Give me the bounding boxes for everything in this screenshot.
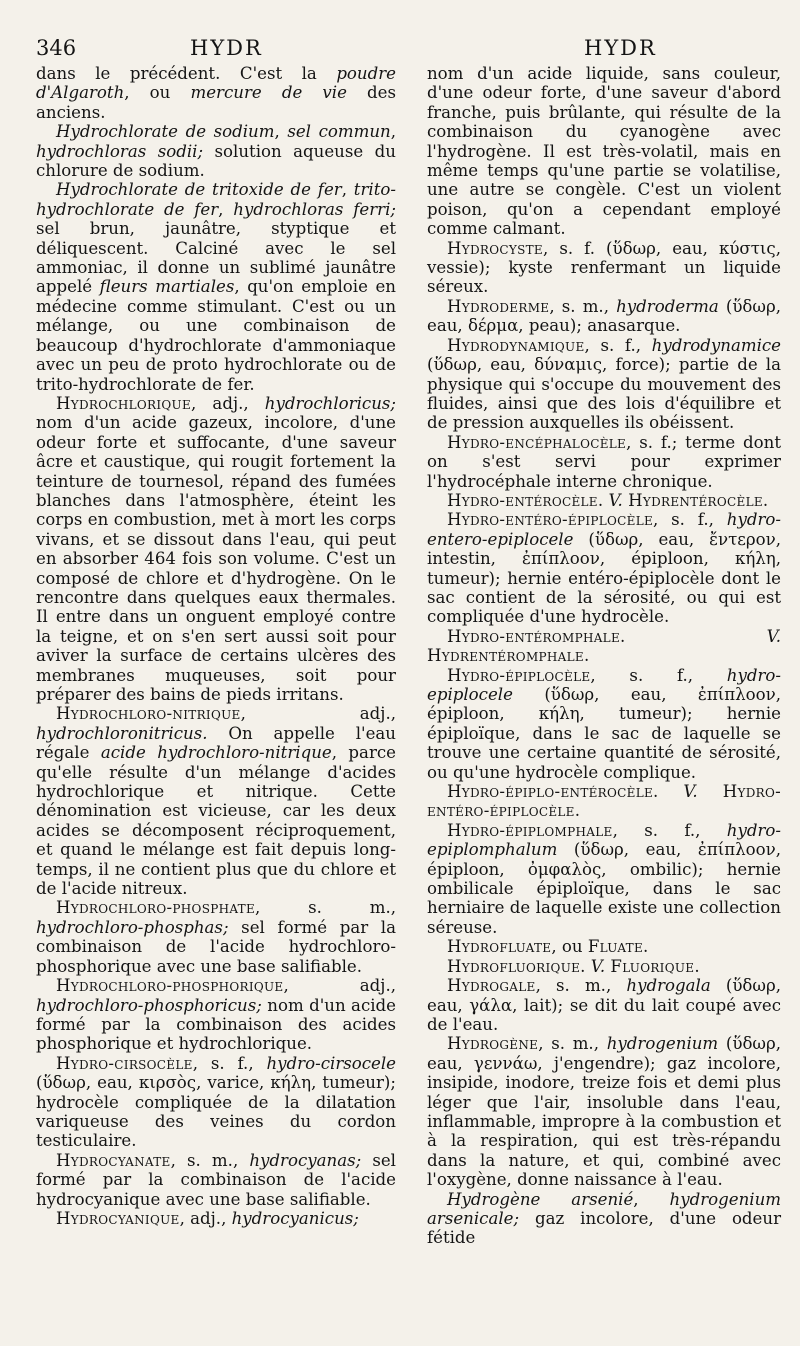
entry-text: (ὕδωρ, eau, γεννάω, j'engendre); gaz incolore, insipide, inodore, treize fois et demi plus léger que l'air, insoluble dans l'eau, inflammable, impropre à la combustion et à la respiration, qui est très-répandu dans la nature, et qui, combiné avec l'oxygène, donne naissance à l'eau. [427,1034,781,1190]
entry-text: , s. f., [584,335,652,355]
entry-text: (ὕδωρ, eau, δέρμα, peau); anasarque. [427,296,781,336]
entry-text: , s. m., [549,296,617,316]
entry-text: sel formé par la combinaison de l'acide hydrochloro-phosphorique avec une base salifiable. [36,917,396,976]
headword: Hydro-épiplo-entérocèle [447,782,654,802]
entry-text: (ὕδωρ, eau, ἐπίπλοον, épiploon, ὀμφαλὸς, ombilic); hernie ombilicale épiploïque, dans le sac herniaire de laquelle existe une collection séreuse. [427,840,781,937]
dictionary-entry [36,976,396,1054]
entry-text: . [762,490,769,510]
headword: Hydrofluorique [447,956,581,976]
headword: Hydrochlorique [56,393,192,413]
dictionary-entry [36,1209,396,1228]
headword: Hydro-entérocèle [447,490,598,510]
running-head-left: HYDR [190,36,263,60]
entry-text: , s. m., [538,1034,607,1054]
dictionary-entry [427,937,781,956]
dictionary-entry [36,394,396,705]
entry-text: , [274,122,288,142]
entry-text: . [583,646,590,666]
italic-text: hydrochloro-phosphas; [36,917,229,937]
entry-text: . [597,490,609,510]
headword: Hydrocyanate [56,1150,171,1170]
entry-text: . [620,626,767,646]
running-head-right: HYDR [584,36,657,60]
italic-text: hydrochloro-phosphoricus; [36,995,262,1015]
entry-text: , adj., [283,976,396,996]
italic-text: Hydrogène arsenié [447,1189,634,1209]
italic-text: hydrocyanicus; [231,1208,359,1228]
entry-text: . [580,956,591,976]
headword: Hydro-entéromphale [447,626,621,646]
italic-text: hydrogenium arsenicale; [427,1189,781,1228]
entry-text: , qu'on emploie en médecine comme stimulant. C'est ou un mélange, ou une combinaison de beaucoup d'hydrochlorate d'ammoniaque avec un peu de proto hydrochlorate ou de trito-hydrochlorate de fer. [36,277,396,394]
dictionary-entry [427,957,781,976]
dictionary-entry [36,1151,396,1209]
entry-text: dans le précédent. C'est la [36,64,337,83]
headword: Hydro-épiplocèle [447,665,591,685]
italic-text: Hydrochlorate de tritoxide de fer [56,180,342,200]
entry-text: , s. f., [653,510,727,530]
sub-entry [36,122,396,180]
dictionary-entry [427,491,781,510]
entry-text: , s. m., [535,976,627,996]
entry-text: (ὕδωρ, eau, δύναμις, force); partie de la physique qui s'occupe du mouvement des fluides, ainsi que des lois d'équilibre et de pression auxquelles ils obéissent. [427,355,781,433]
entry-text [698,782,723,801]
entry-text: nom d'un acide liquide, sans couleur, d'une odeur forte, d'une saveur d'abord franche, puis brûlante, qui résulte de la combinaison du cyanogène avec l'hydrogène. Il est très-volatil, mais en même temps qu'une partie se volatilise, une autre se congèle. C'est un violent poison, qu'on a cependant employé comme calmant. [427,64,781,239]
dictionary-entry [427,666,781,782]
headword: Hydrodynamique [447,335,585,355]
entry-text: , parce qu'elle résulte d'un mélange d'acides hydrochlorique et nitrique. Cette dénomination est vicieuse, car les deux acides se décomposent réciproquement, et quand le mélange est fait depuis long-temps, il ne contient plus que du chlore et de l'acide nitreux. [36,743,396,899]
headword: Hydroderme [447,296,550,316]
entry-text: , [633,1189,670,1209]
italic-text: hydro-entero-epiplocele [427,510,781,549]
headword: Hydrochloro-phosphate [56,898,256,918]
sub-entry [427,1190,781,1248]
italic-text: hydrocyanas; [249,1150,362,1170]
entry-text: , adj., [179,1208,232,1228]
entry-text: , adj., [240,704,396,724]
entry-text: solution aqueuse du chlorure de sodium. [36,141,396,181]
entry-text: , ou [124,83,191,103]
entry-text: des anciens. [36,83,396,122]
dictionary-entry [427,239,781,297]
headword: Hydrochloro-phosphorique [56,976,284,996]
italic-text: hydrochloricus; [264,393,396,413]
entry-text: , s. m., [255,898,396,918]
italic-text: acide hydrochloro-nitrique [100,743,332,763]
continuation-paragraph [427,64,781,239]
italic-text: mercure de vie [190,83,347,103]
dictionary-entry [36,704,396,898]
entry-text: , s. f.; terme dont on s'est servi pour exprimer l'hydrocéphale interne chronique. [427,432,781,491]
entry-text: (ὕδωρ, eau, ἔντερον, intestin, ἐπίπλοον, épiploon, κήλη, tumeur); hernie entéro-épiplocèle dont le sac contient de la sérosité, ou qui est compliquée d'une hydrocèle. [427,529,781,627]
italic-text: Hydrochlorate de sodium [56,122,275,142]
italic-text: hydro-epiplomphalum [427,820,781,860]
headword: Hydrogène [447,1034,539,1054]
italic-text: hydro-epiplocele [427,665,781,704]
headword: Hydrentérocèle [628,490,763,510]
page-header [36,36,778,62]
headword: Hydrofluate [447,937,552,957]
entry-text: nom d'un acide formé par la combinaison des acides phosphorique et hydrochlorique. [36,995,396,1054]
headword: Hydrogale [447,976,536,996]
italic-text: hydrochloras sodii; [36,141,204,161]
entry-text: gaz incolore, d'une odeur fétide [427,1208,781,1248]
entry-text: , s. f., [612,820,727,840]
dictionary-entry [427,510,781,626]
italic-text: hydrogenium [606,1034,719,1054]
italic-text: trito-hydrochlorate de fer [36,180,396,219]
italic-text: V. [608,490,623,510]
entry-text: , [218,199,234,219]
entry-text: . [574,801,581,821]
dictionary-entry [427,976,781,1034]
italic-text: hydroderma [616,296,719,316]
entry-text: , adj., [191,393,265,413]
headword: Hydrocyste [447,238,543,258]
italic-text: hydrodynamice [651,335,781,355]
headword: Hydro-entéro-épiplocèle [447,510,654,530]
dictionary-entry [427,336,781,433]
entry-text: (ὕδωρ, eau, κιρσὸς, varice, κήλη, tumeur); hydrocèle compliquée de la dilatation variqueuse des veines du cordon testiculaire. [36,1073,396,1151]
entry-text: On appelle l'eau régale [36,723,396,763]
left-column [36,64,396,1228]
page-number: 346 [36,36,77,60]
dictionary-entry [427,1034,781,1189]
headword: Hydro-cirsocèle [56,1053,193,1073]
italic-text: V. [683,782,698,802]
entry-text: . [653,782,684,802]
italic-text: hydrochloronitricus. [36,723,208,743]
entry-text: sel formé par la combinaison de l'acide hydrocyanique avec une base salifiable. [36,1150,396,1209]
continuation-paragraph [36,64,396,122]
entry-text: , ou [551,937,588,957]
entry-text: nom d'un acide gazeux, incolore, d'une odeur forte et suffocante, d'une saveur âcre et caustique, qui rougit fortement la teinture de tournesol, répand des fumées blanches dans l'atmosphère, éteint les corps en combustion, met à mort les corps vivans, et se dissout dans l'eau, qui peut en absorber 464 fois son volume. C'est un composé de chlore et d'hydrogène. On le rencontre dans quelques eaux thermales. Il entre dans un onguent employé contre la teigne, et on s'en sert aussi soit pour aviver la surface de certains ulcères des membranes muqueuses, soit pour préparer des bains de pieds irritans. [36,413,396,704]
italic-text: fleurs martiales [99,277,235,297]
entry-text: (ὕδωρ, eau, γάλα, lait); se dit du lait coupé avec de l'eau. [427,976,781,1034]
italic-text: sel commun [287,122,391,142]
italic-text: V. [590,956,606,976]
dictionary-entry [427,297,781,336]
entry-text: , s. m., [170,1150,250,1170]
italic-text: hydro-cirsocele [266,1053,396,1073]
italic-text: hydrogala [626,976,711,996]
headword: Hydro-épiplomphale [447,820,613,840]
headword: Hydrochloro-nitrique [56,704,241,724]
headword: Hydro-entéro-épiplocèle [427,782,781,821]
dictionary-entry [427,433,781,491]
italic-text: poudre d'Algaroth [36,64,396,103]
headword: Hydrentéromphale [427,646,584,666]
right-column [427,64,781,1248]
entry-text: (ὕδωρ, eau, ἐπίπλοον, épiploon, κήλη, tumeur); hernie épiploïque, dans le sac de laquelle se trouve une certaine quantité de sérosité, ou qu'une hydrocèle complique. [427,685,781,782]
dictionary-entry [427,627,781,666]
headword: Fluorique [610,956,695,976]
entry-text: , s. f., [590,665,727,685]
dictionary-entry [427,782,781,821]
dictionary-entry [427,821,781,937]
entry-text: , [341,180,354,200]
entry-text: , [390,122,396,142]
italic-text: hydrochloras ferri; [233,199,396,219]
entry-text: . [643,937,649,957]
headword: Hydrocyanique [56,1208,180,1228]
sub-entry [36,180,396,393]
headword: Hydro-encéphalocèle [447,432,627,452]
italic-text: V. [766,626,781,646]
entry-text: . [694,956,700,976]
entry-text: , s. f. (ὕδωρ, eau, κύστις, vessie); kyste renfermant un liquide séreux. [427,238,781,297]
dictionary-entry [36,898,396,976]
headword: Fluate [587,937,644,957]
entry-text: sel brun, jaunâtre, styptique et déliquescent. Calciné avec le sel ammoniac, il donne un sublimé jaunâtre appelé [36,219,396,297]
dictionary-entry [36,1054,396,1151]
entry-text: , s. f., [192,1053,267,1073]
